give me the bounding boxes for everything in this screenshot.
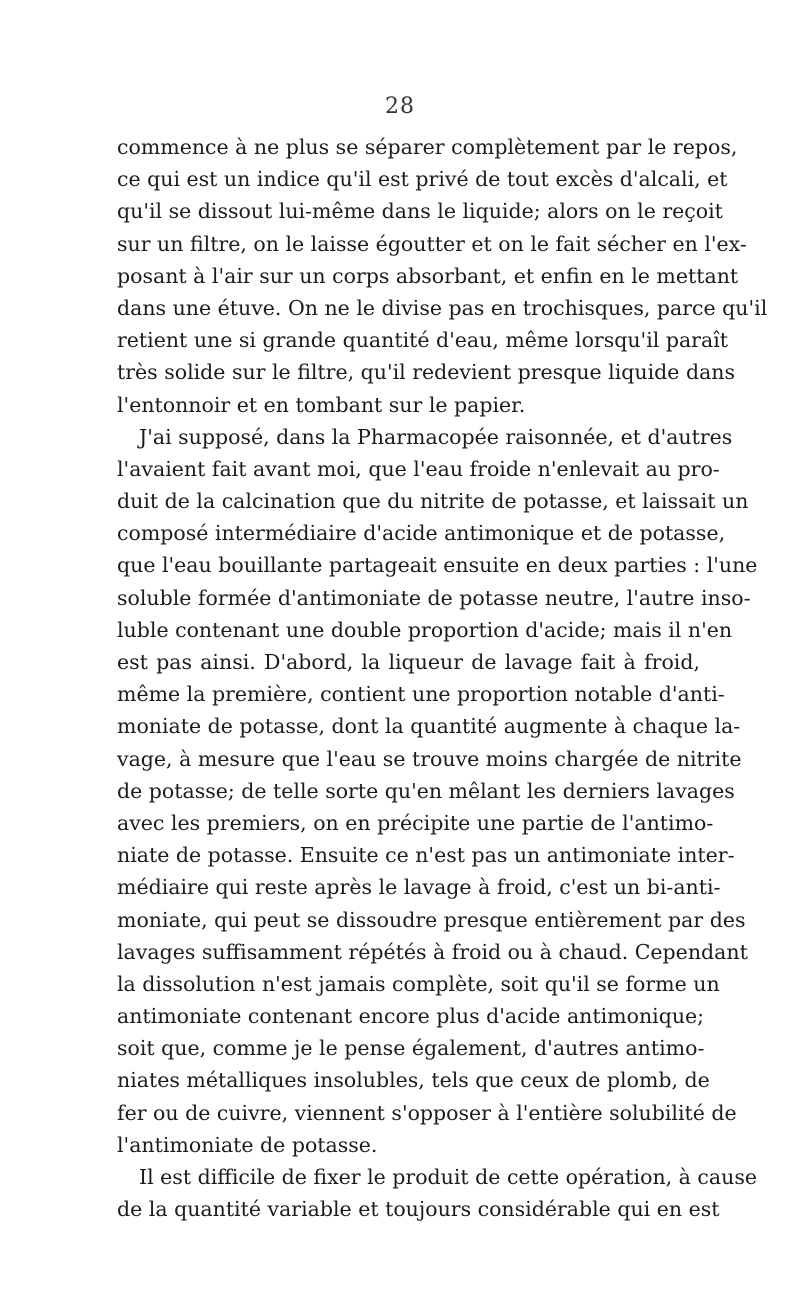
text-line: J'ai supposé, dans la Pharmacopée raisonnée, et d'autres: [139, 424, 733, 449]
page-number: 28: [385, 94, 415, 119]
text-line: luble contenant une double proportion d'acide; mais il n'en: [117, 617, 733, 642]
text-line: retient une si grande quantité d'eau, même lorsqu'il paraît: [117, 328, 728, 353]
text-line: médiaire qui reste après le lavage à froid, c'est un bi-anti-: [117, 875, 721, 900]
text-line: dans une étuve. On ne le divise pas en trochisques, parce qu'il: [117, 295, 768, 320]
text-line: moniate, qui peut se dissoudre presque entièrement par des: [117, 907, 746, 932]
text-line: duit de la calcination que du nitrite de potasse, et laissait un: [117, 489, 749, 514]
text-line: avec les premiers, on en précipite une partie de l'antimo-: [117, 810, 714, 835]
text-line: lavages suffisamment répétés à froid ou à chaud. Cependant: [117, 939, 748, 964]
text-line: qu'il se dissout lui-même dans le liquide; alors on le reçoit: [117, 199, 723, 224]
text-line: que l'eau bouillante partageait ensuite en deux parties : l'une: [117, 553, 758, 578]
text-line: de potasse; de telle sorte qu'en mêlant les derniers lavages: [117, 778, 735, 803]
text-line: vage, à mesure que l'eau se trouve moins chargée de nitrite: [117, 746, 742, 771]
text-line: niate de potasse. Ensuite ce n'est pas un antimoniate inter-: [117, 843, 735, 868]
text-line: très solide sur le filtre, qu'il redevient presque liquide dans: [117, 360, 736, 385]
text-line: l'antimoniate de potasse.: [117, 1132, 378, 1157]
text-line: sur un filtre, on le laisse égoutter et on le fait sécher en l'ex-: [117, 231, 747, 256]
text-line: niates métalliques insolubles, tels que ceux de plomb, de: [117, 1068, 710, 1093]
paragraph: [117, 131, 768, 421]
text-line: antimoniate contenant encore plus d'acide antimonique;: [117, 1004, 705, 1029]
text-line: Il est difficile de fixer le produit de cette opération, à cause: [139, 1165, 757, 1189]
text-line: est pas ainsi. D'abord, la liqueur de lavage fait à froid,: [117, 650, 700, 674]
text-line: de la quantité variable et toujours considérable qui en est: [117, 1197, 720, 1222]
text-line: l'entonnoir et en tombant sur le papier.: [117, 392, 526, 417]
text-line: soit que, comme je le pense également, d'autres antimo-: [117, 1036, 705, 1061]
body-text: [117, 131, 768, 1225]
paragraph: [117, 1161, 757, 1225]
text-line: moniate de potasse, dont la quantité augmente à chaque la-: [117, 714, 741, 739]
text-line: commence à ne plus se séparer complètement par le repos,: [117, 135, 738, 159]
text-line: la dissolution n'est jamais complète, soit qu'il se forme un: [117, 971, 720, 996]
text-line: l'avaient fait avant moi, que l'eau froide n'enlevait au pro-: [117, 456, 720, 481]
paragraph: [117, 421, 758, 1161]
text-line: posant à l'air sur un corps absorbant, et enfin en le mettant: [117, 263, 739, 288]
text-line: soluble formée d'antimoniate de potasse neutre, l'autre inso-: [117, 585, 751, 610]
text-line: ce qui est un indice qu'il est privé de tout excès d'alcali, et: [117, 167, 728, 192]
text-line: composé intermédiaire d'acide antimonique et de potasse,: [117, 521, 726, 546]
text-line: fer ou de cuivre, viennent s'opposer à l'entière solubilité de: [117, 1100, 737, 1125]
text-line: même la première, contient une proportion notable d'anti-: [117, 682, 725, 707]
